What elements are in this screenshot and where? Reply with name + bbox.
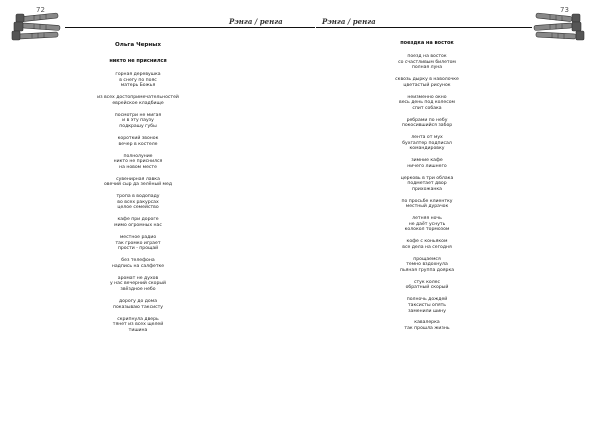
verse-line: короткий звонок [117, 135, 159, 141]
verse-line: матерь Божья [120, 83, 156, 89]
verse-line: колокол тормозом [404, 227, 450, 233]
bolts-icon [530, 12, 588, 46]
verse-line: кавалерка [414, 320, 440, 326]
verse-line: местное радио [119, 235, 157, 240]
running-head: Рэнга / ренга [229, 17, 283, 26]
verse-line: лента от мух [411, 135, 443, 141]
verse-line: темно вздохнула [406, 262, 448, 268]
verse-line: поезд на восток [407, 54, 447, 59]
verse-line: полнолуние [123, 153, 153, 159]
verse-line: скрипнула дверь [117, 316, 159, 322]
verse-line: целое семейство [117, 205, 159, 211]
verse-line: стук колес [413, 279, 441, 285]
stanza [352, 239, 502, 250]
stanza [68, 95, 208, 106]
verse-line: полная луна [411, 65, 443, 71]
verse-line: летняя ночь [412, 216, 442, 222]
verse-line: горная деревушка [115, 72, 161, 77]
stanza [68, 194, 208, 211]
verse-line: в снегу по пояс [119, 77, 157, 83]
verse-line: у нас вечерний скорый [109, 281, 167, 287]
verse-line: пьяная группа доярка [399, 268, 455, 273]
verse-line: весь день под колесом [399, 100, 455, 106]
verse-line: дорогу до дома [118, 298, 158, 304]
stanza [352, 320, 502, 331]
verse-line: сувенирная лавка [116, 176, 160, 182]
verse-line: местный дурачок [405, 204, 449, 210]
verse-line: подметает двор [407, 181, 447, 187]
page-number: 72 [36, 6, 45, 14]
verse-line: обратный скорый [405, 285, 449, 291]
verse-line: сквозь дырку в наволочке [395, 77, 459, 83]
verse-line: надпись на салфетке [111, 263, 165, 269]
author-name: Ольга Черных [115, 42, 161, 48]
verse-line: посмотри не мигая [114, 112, 162, 118]
stanza [352, 176, 502, 193]
page-number: 73 [560, 6, 569, 14]
verse-line: бухгалтер подписал [402, 140, 452, 146]
stanza [68, 72, 208, 89]
verse-line: со счастливым билетом [398, 59, 456, 65]
verse-line: овечий сыр да зелёный мед [103, 182, 173, 188]
verse-line: тишина [128, 327, 148, 333]
poem-title: поездка на восток [400, 40, 454, 46]
stanza [68, 136, 208, 147]
verse-line: заменили шину [408, 308, 446, 314]
stanza [68, 258, 208, 269]
stanza [68, 154, 208, 171]
verse-line: тянет из всех щелей [112, 322, 164, 328]
stanza [352, 158, 502, 169]
verse-line: прихожанка [412, 186, 442, 192]
stanza [68, 317, 208, 334]
verse-line: во всех ракурсах [117, 199, 159, 205]
verse-line: на новом месте [119, 164, 157, 170]
stanza-list [68, 72, 208, 333]
verse-line: неизменно окно [407, 94, 447, 100]
verse-line: по просьбе клиентку [401, 198, 453, 204]
poem-title: никто не приснился [109, 58, 167, 64]
stanza [352, 54, 502, 71]
verse-line: показываю таксисту [112, 304, 164, 310]
verse-line: подкрашу губы [119, 123, 157, 129]
verse-line: цветастый рисунок [403, 82, 451, 88]
verse-line: аромат не духов [117, 275, 159, 281]
running-head: Рэнга / ренга [322, 17, 376, 26]
verse-line: полночь дождей [406, 297, 448, 303]
header-rule [316, 27, 532, 28]
stanza [68, 177, 208, 188]
verse-line: так громко играет [115, 240, 161, 246]
verse-line: прощаемся [413, 256, 441, 262]
stanza [68, 235, 208, 252]
stanza [352, 95, 502, 112]
poem-body [352, 40, 502, 338]
stanza [352, 118, 502, 129]
verse-line: все дела на сегодня [402, 244, 452, 250]
verse-line: и в эту паузу [122, 118, 154, 124]
stanza [68, 276, 208, 293]
bolts-icon [8, 12, 66, 46]
stanza [352, 199, 502, 210]
verse-line: мимо огромных нас [114, 223, 162, 229]
verse-line: из всех достопримечательностей [97, 95, 179, 101]
verse-line: командировку [409, 146, 445, 152]
stanza [352, 135, 502, 152]
stanza-list [352, 54, 502, 332]
right-page [312, 0, 592, 424]
verse-line: тропа в водопаду [116, 194, 160, 200]
stanza [352, 77, 502, 88]
verse-line: таксисты опять [407, 302, 447, 308]
left-page [8, 0, 288, 424]
verse-line: не даёт уснуть [408, 221, 446, 227]
verse-line: зимние кафе [411, 158, 443, 164]
stanza [352, 280, 502, 291]
verse-line: кофе с коньяком [406, 239, 448, 245]
verse-line: ничего лишнего [407, 163, 447, 169]
verse-line: спит собака [412, 105, 442, 111]
verse-line: кафе при дороге [117, 217, 159, 223]
stanza [68, 113, 208, 130]
verse-line: ребрами по небу [406, 117, 448, 123]
verse-line: еврейское кладбище [112, 100, 164, 106]
stanza [68, 217, 208, 228]
header-rule [65, 27, 315, 28]
verse-line: прости - прощай [117, 246, 159, 252]
poem-body [68, 42, 208, 340]
verse-line: звёздное небо [120, 286, 156, 292]
verse-line: вечер в костеле [118, 141, 158, 147]
verse-line: церковь в три облака [400, 175, 454, 181]
verse-line: никто не приснился [113, 159, 163, 165]
verse-line: покосившийся забор [401, 123, 453, 129]
verse-line: так прошла жизнь [404, 326, 450, 332]
verse-line: без телефона [121, 258, 155, 264]
stanza [352, 216, 502, 233]
stanza [352, 257, 502, 274]
stanza [68, 299, 208, 310]
stanza [352, 297, 502, 314]
